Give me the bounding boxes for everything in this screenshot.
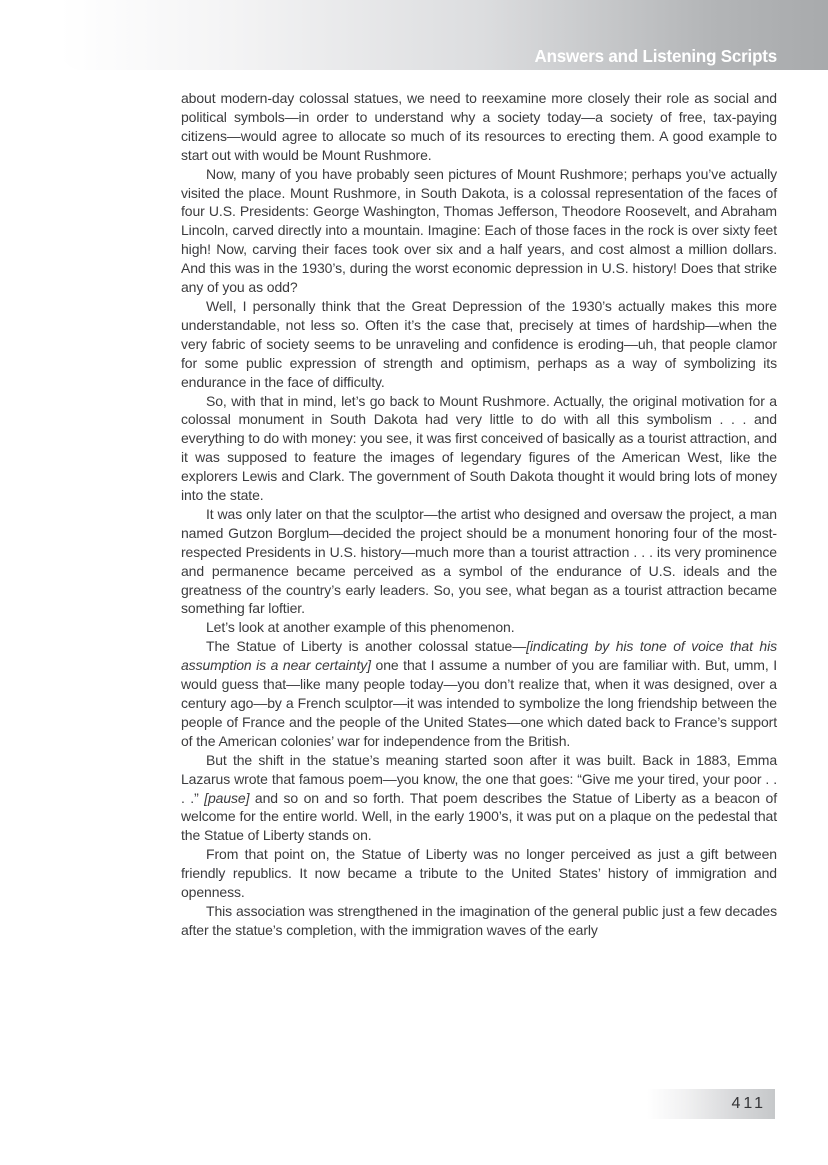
running-header-title: Answers and Listening Scripts bbox=[534, 46, 777, 66]
paragraph-text: But the shift in the statue’s meaning started soon after it was built. Back in 1883, Emma Lazarus wrote that famous poem—you know, the one that goes: “Give me your tired, your poor . . . .” bbox=[181, 751, 777, 806]
paragraph-text: So, with that in mind, let’s go back to Mount Rushmore. Actually, the original motivation for a colossal monument in South Dakota had very little to do with all this symbolism . . . and everything to do with money: you see, it was first conceived of basically as a tourist attraction, and it was supposed to feature the images of legendary figures of the American West, like the explorers Lewis and Clark. The government of South Dakota thought it would bring lots of money into the state. bbox=[181, 392, 777, 504]
paragraph-text: one that I assume a number of you are familiar with. But, umm, I would guess that—like many people today—you don’t realize that, when it was designed, over a century ago—by a French sculptor—it was intended to symbolize the long friendship between the people of France and the people of the United States—one which dated back to France’s support of the American colonies’ war for independence from the British. bbox=[181, 657, 777, 749]
paragraph-text: It was only later on that the sculptor—the artist who designed and oversaw the project, a man named Gutzon Borglum—decided the project should be a monument honoring four of the most-respected Presidents in U.S. history—much more than a tourist attraction . . . its very prominence and permanence became perceived as a symbol of the endurance of U.S. ideals and the greatness of the country’s early leaders. So, you see, what began as a tourist attraction became something far loftier. bbox=[181, 505, 777, 617]
paragraph-text: Now, many of you have probably seen pictures of Mount Rushmore; perhaps you’ve actually visited the place. Mount Rushmore, in South Dakota, is a colossal representation of the faces of four U.S. Presidents: George Washington, Thomas Jefferson, Theodore Roosevelt, and Abraham Lincoln, carved directly into a mountain. Imagine: Each of those faces in the rock is over sixty feet high! Now, carving their faces took over six and a half years, and cost almost a million dollars. And this was in the 1930’s, during the worst economic depression in U.S. history! Does that strike any of you as odd? bbox=[181, 165, 777, 296]
paragraph-text: Let’s look at another example of this phenomenon. bbox=[206, 619, 515, 636]
header-bar bbox=[60, 0, 828, 70]
paragraph bbox=[181, 89, 777, 165]
paragraph-text: The Statue of Liberty is another colossal statue— bbox=[206, 638, 527, 655]
paragraph bbox=[181, 392, 777, 505]
paragraph-text: From that point on, the Statue of Liberty was no longer perceived as just a gift between friendly republics. It now became a tribute to the United States’ history of immigration and openness. bbox=[181, 846, 777, 901]
page-number-box bbox=[647, 1089, 775, 1119]
paragraph bbox=[181, 751, 777, 846]
paragraph-text: This association was strengthened in the imagination of the general public just a few decades after the statue’s completion, with the immigration waves of the early bbox=[181, 902, 777, 938]
paragraph-text: Well, I personally think that the Great Depression of the 1930’s actually makes this more understandable, not less so. Often it’s the case that, precisely at times of hardship—when the very fabric of society seems to be unraveling and confidence is eroding—uh, that people clamor for some public expression of strength and optimism, perhaps as a way of symbolizing its endurance in the face of difficulty. bbox=[181, 297, 777, 390]
page-body bbox=[181, 89, 777, 940]
paragraph bbox=[181, 637, 777, 750]
paragraph-text: about modern-day colossal statues, we need to reexamine more closely their role as social and political symbols—in order to understand why a society today—a society of free, tax-paying citizens—would agree to allocate so much of its resources to erecting them. A good example to start out with would be Mount Rushmore. bbox=[181, 90, 777, 163]
paragraph bbox=[181, 505, 777, 618]
page-number: 411 bbox=[731, 1095, 766, 1112]
paragraph bbox=[181, 297, 777, 392]
paragraph bbox=[181, 165, 777, 297]
stage-direction-text: [pause] bbox=[204, 789, 250, 806]
paragraph bbox=[181, 618, 777, 637]
paragraph bbox=[181, 902, 777, 940]
stage-direction-text: [indicating by his tone of voice that his assumption is a near certainty] bbox=[181, 638, 777, 674]
paragraph bbox=[181, 845, 777, 902]
paragraph-text: and so on and so forth. That poem describes the Statue of Liberty as a beacon of welcome for the entire world. Well, in the early 1900’s, it was put on a plaque on the pedestal that the Statue of Liberty stands on. bbox=[181, 789, 777, 844]
